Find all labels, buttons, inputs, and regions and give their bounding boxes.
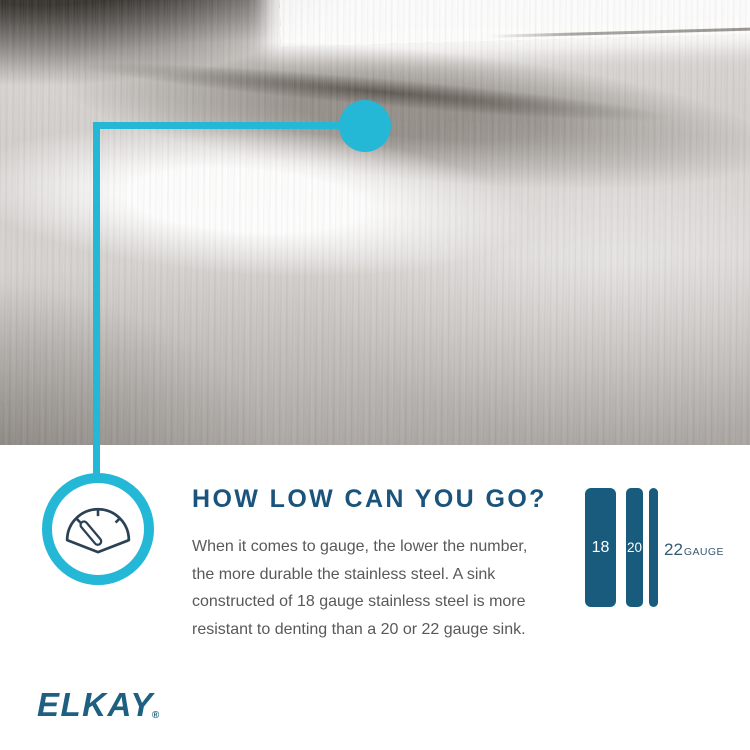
callout-line-horizontal [96, 122, 344, 129]
elkay-logo [37, 686, 161, 724]
gauge-caption-number: 22 [664, 540, 683, 559]
section-headline: HOW LOW CAN YOU GO? [192, 485, 547, 513]
gauge-dial-icon [60, 499, 136, 559]
callout-dot [339, 100, 391, 152]
photo-rim-line [490, 27, 750, 38]
gauge-caption-unit: GAUGE [683, 546, 724, 558]
gauge-bar-18 [585, 488, 616, 607]
gauge-bar-18-label: 18 [591, 538, 610, 556]
gauge-bar-20 [626, 488, 643, 607]
gauge-caption [664, 540, 724, 560]
registered-trademark-icon: ® [151, 710, 160, 721]
gauge-comparison-diagram [585, 488, 735, 607]
elkay-logo-text: ELKAY [37, 686, 154, 723]
section-body [192, 533, 527, 643]
body-line-1: When it comes to gauge, the lower the number, [192, 538, 528, 555]
gauge-bar-20-label: 20 [626, 540, 643, 555]
gauge-badge-circle [42, 473, 154, 585]
gauge-bar-22 [649, 488, 658, 607]
body-line-3: constructed of 18 gauge stainless steel is more [192, 593, 526, 610]
body-line-2: the more durable the stainless steel. A sink [192, 565, 496, 583]
callout-line-vertical [93, 122, 100, 478]
photo-top-highlight [279, 0, 750, 47]
body-line-4: resistant to denting than a 20 or 22 gauge sink. [192, 620, 526, 638]
